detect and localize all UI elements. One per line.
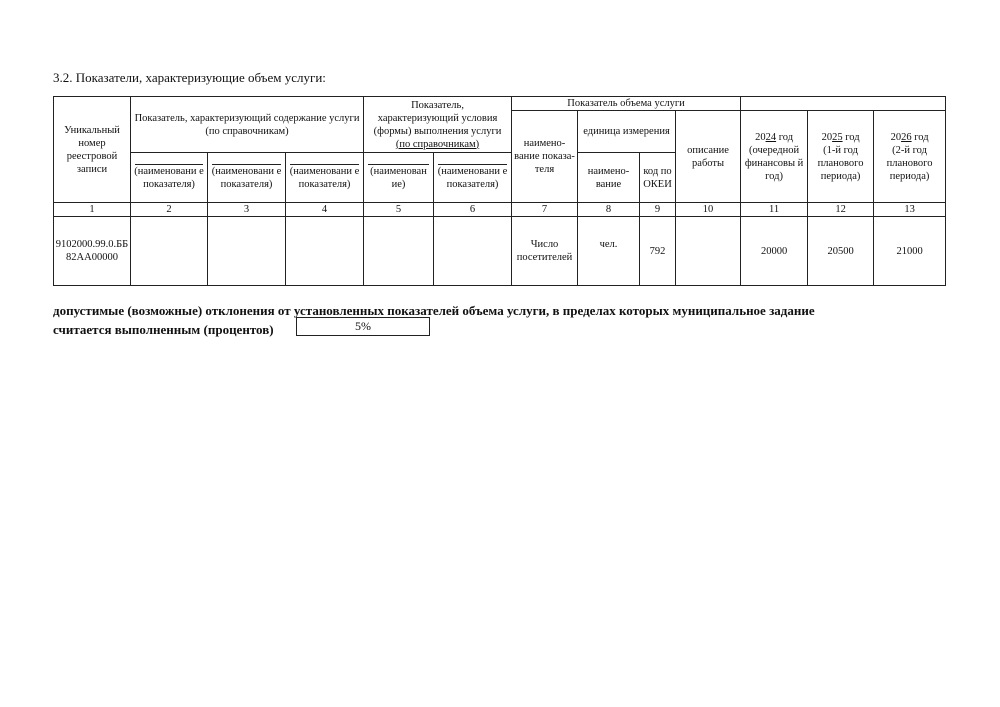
sub-content-indicator-1: (наименовани е показателя) bbox=[131, 153, 208, 203]
deviation-note bbox=[53, 301, 815, 339]
header-indicator-name: наимено-вание показа-теля bbox=[512, 111, 578, 203]
col-number: 6 bbox=[434, 203, 512, 217]
registry-code: 9102000.99.0.ББ82АА00000 bbox=[54, 217, 131, 286]
value-2025: 20500 bbox=[808, 217, 874, 286]
section-heading: 3.2. Показатели, характеризующие объем услуги: bbox=[53, 70, 326, 85]
cell-content-2 bbox=[208, 217, 286, 286]
cell-content-3 bbox=[286, 217, 364, 286]
cell-condition-1 bbox=[364, 217, 434, 286]
header-year-2025: 2025 год (1-й год планового периода) bbox=[808, 111, 874, 203]
col-number: 10 bbox=[676, 203, 741, 217]
deviation-line-2: считается выполненным (процентов) bbox=[53, 322, 274, 337]
year-2025-number: 25 bbox=[832, 131, 843, 143]
sub-content-indicator-2: (наименовани е показателя) bbox=[208, 153, 286, 203]
header-work-description: описание работы bbox=[676, 111, 741, 203]
header-volume-indicator: Показатель объема услуги bbox=[512, 97, 741, 111]
header-unique-number: Уникальный номер реестровой записи bbox=[54, 97, 131, 203]
header-year-2024: 2024 год (очередной финансовы й год) bbox=[741, 111, 808, 203]
year-2024-description: (очередной финансовы й год) bbox=[744, 144, 804, 182]
col-number: 7 bbox=[512, 203, 578, 217]
work-description bbox=[676, 217, 741, 286]
col-number: 3 bbox=[208, 203, 286, 217]
header-unit: единица измерения bbox=[578, 111, 676, 153]
sub-content-indicator-3: (наименовани е показателя) bbox=[286, 153, 364, 203]
value-2026: 21000 bbox=[874, 217, 946, 286]
header-condition-indicator bbox=[364, 97, 512, 153]
col-number: 4 bbox=[286, 203, 364, 217]
col-number: 11 bbox=[741, 203, 808, 217]
header-values-blank bbox=[741, 97, 946, 111]
deviation-line-1: допустимые (возможные) отклонения от установленных показателей объема услуги, в пределах которых муниципальное задание bbox=[53, 303, 815, 318]
table-row bbox=[54, 217, 946, 286]
condition-line-4: (по справочникам) bbox=[395, 138, 480, 150]
col-number: 8 bbox=[578, 203, 640, 217]
year-2026-description: (2-й год планового периода) bbox=[886, 144, 933, 182]
header-content-indicator: Показатель, характеризующий содержание услуги (по справочникам) bbox=[131, 97, 364, 153]
sub-condition-indicator-2: (наименовани е показателя) bbox=[434, 153, 512, 203]
cell-condition-2 bbox=[434, 217, 512, 286]
col-number: 13 bbox=[874, 203, 946, 217]
year-2025-description: (1-й год планового периода) bbox=[817, 144, 864, 182]
sub-condition-indicator-1: (наименован ие) bbox=[364, 153, 434, 203]
okei-code: 792 bbox=[640, 217, 676, 286]
volume-indicators-table bbox=[53, 96, 946, 286]
col-number: 2 bbox=[131, 203, 208, 217]
header-year-2026: 2026 год (2-й год планового периода) bbox=[874, 111, 946, 203]
col-number: 12 bbox=[808, 203, 874, 217]
col-number: 9 bbox=[640, 203, 676, 217]
header-unit-name: наимено-вание bbox=[578, 153, 640, 203]
condition-line-3: (формы) выполнения услуги bbox=[373, 125, 502, 137]
year-2024-number: 24 bbox=[765, 131, 777, 143]
header-okei-code: код по ОКЕИ bbox=[640, 153, 676, 203]
cell-content-1 bbox=[131, 217, 208, 286]
col-number: 1 bbox=[54, 203, 131, 217]
unit-name: чел. bbox=[578, 217, 640, 286]
condition-line-1: Показатель, bbox=[411, 99, 464, 111]
year-2026-number: 26 bbox=[901, 131, 912, 143]
value-2024: 20000 bbox=[741, 217, 808, 286]
col-number: 5 bbox=[364, 203, 434, 217]
column-number-row bbox=[54, 203, 946, 217]
condition-line-2: характеризующий условия bbox=[377, 112, 498, 124]
deviation-percent-box: 5% bbox=[296, 317, 430, 336]
indicator-name: Число посетителей bbox=[512, 217, 578, 286]
